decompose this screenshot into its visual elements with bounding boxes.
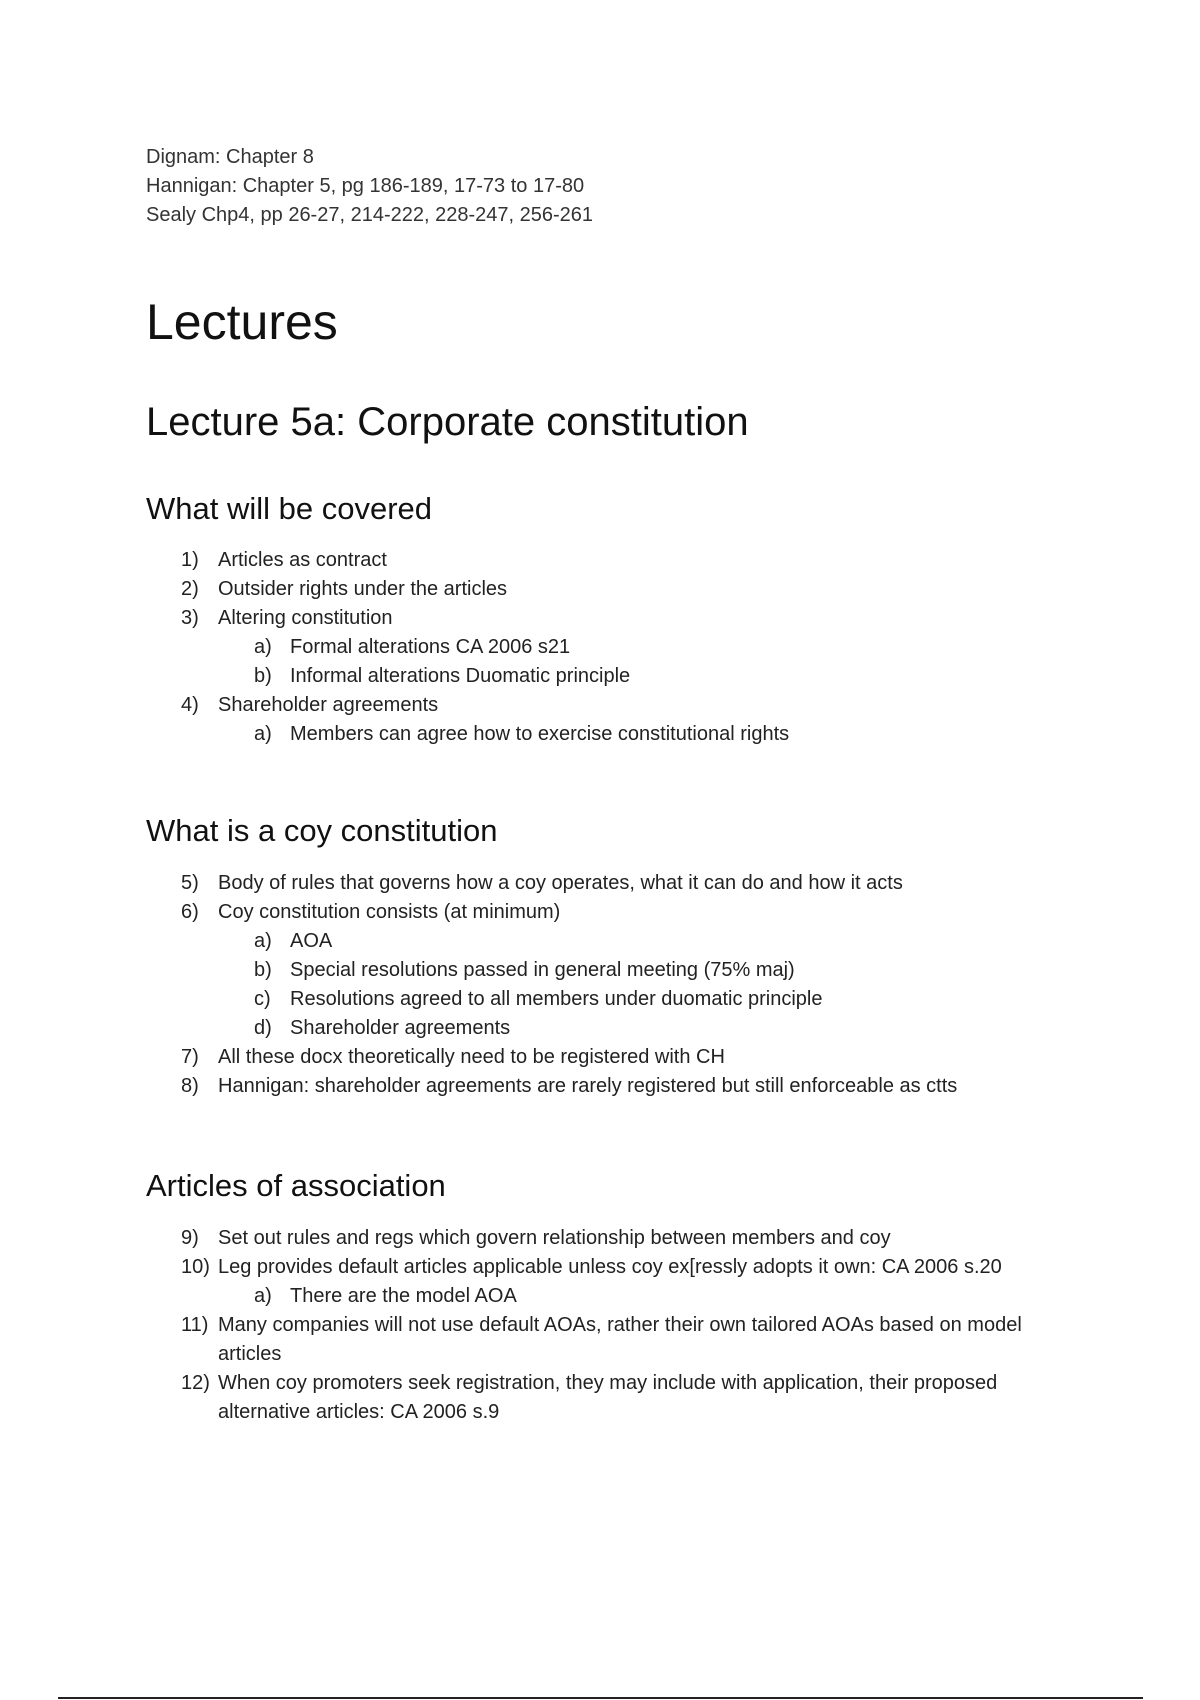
list-item: 9) Set out rules and regs which govern relationship between members and coy bbox=[181, 1227, 891, 1249]
sub-list-item: b) Special resolutions passed in general meeting (75% maj) bbox=[254, 959, 795, 981]
document-page bbox=[146, 143, 1126, 1423]
lecture-title: Lecture 5a: Corporate constitution bbox=[146, 400, 749, 444]
list-item: 6) Coy constitution consists (at minimum) bbox=[181, 901, 561, 923]
reference-line: Dignam: Chapter 8 bbox=[146, 146, 314, 168]
sub-list-item: b) Informal alterations Duomatic principle bbox=[254, 665, 631, 687]
reference-line: Sealy Chp4, pp 26-27, 214-222, 228-247, 256-261 bbox=[146, 204, 594, 226]
reading-references bbox=[146, 143, 1126, 230]
section-heading-covered: What will be covered bbox=[146, 491, 433, 526]
list-item: 3) Altering constitution bbox=[181, 607, 393, 629]
list-item: 4) Shareholder agreements bbox=[181, 694, 439, 716]
sub-list-item: d) Shareholder agreements bbox=[254, 1017, 511, 1039]
sub-list-item: c) Resolutions agreed to all members under duomatic principle bbox=[254, 988, 823, 1010]
list-item: 7) All these docx theoretically need to be registered with CH bbox=[181, 1046, 725, 1068]
list-item: 10) Leg provides default articles applicable unless coy ex[ressly adopts it own: CA 2006 s.20 bbox=[181, 1256, 1002, 1278]
constitution-list bbox=[146, 869, 1106, 1101]
list-item: 1) Articles as contract bbox=[181, 549, 387, 571]
sub-list-item: a) Members can agree how to exercise constitutional rights bbox=[254, 723, 790, 745]
list-item: 12) When coy promoters seek registration, they may include with application, their proposed alternative articles: CA 2006 s.9 bbox=[181, 1372, 998, 1423]
sub-list-item: a) There are the model AOA bbox=[254, 1285, 517, 1307]
section-heading-constitution: What is a coy constitution bbox=[146, 813, 498, 848]
covered-list bbox=[146, 546, 1106, 749]
sub-list-item: a) Formal alterations CA 2006 s21 bbox=[254, 636, 571, 658]
list-item: 2) Outsider rights under the articles bbox=[181, 578, 508, 600]
page-title: Lectures bbox=[146, 294, 338, 350]
list-item: 11) Many companies will not use default AOAs, rather their own tailored AOAs based on model articles bbox=[181, 1314, 1022, 1365]
section-heading-articles: Articles of association bbox=[146, 1168, 446, 1203]
sub-list-item: a) AOA bbox=[254, 930, 333, 952]
articles-list bbox=[146, 1224, 1106, 1427]
page-bottom-rule bbox=[58, 1697, 1143, 1699]
list-item: 5) Body of rules that governs how a coy operates, what it can do and how it acts bbox=[181, 872, 903, 894]
reference-line: Hannigan: Chapter 5, pg 186-189, 17-73 to 17-80 bbox=[146, 175, 585, 197]
list-item: 8) Hannigan: shareholder agreements are rarely registered but still enforceable as ctts bbox=[181, 1075, 958, 1097]
